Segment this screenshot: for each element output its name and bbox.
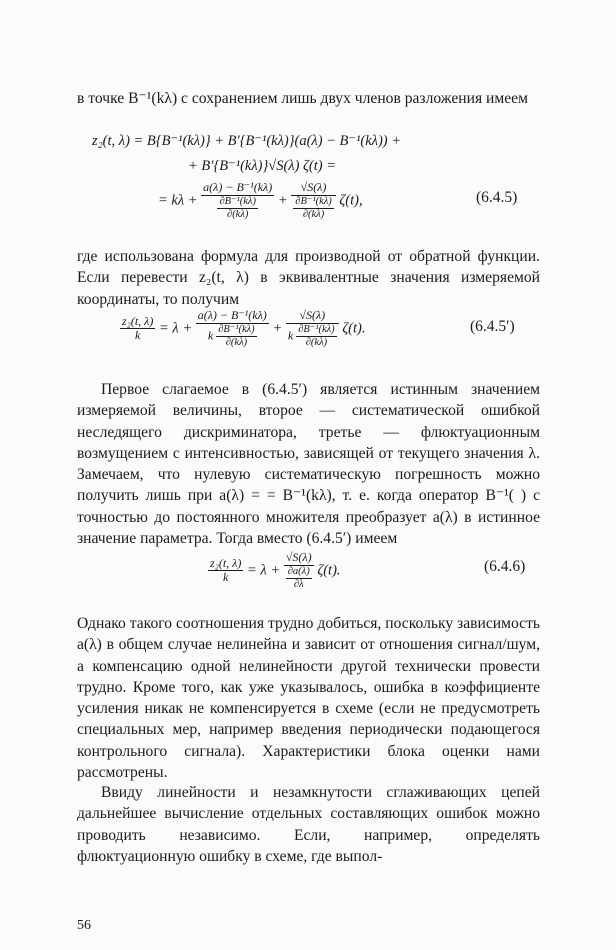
page-number: 56 bbox=[77, 918, 91, 933]
fraction-numerator: a(λ) − B⁻¹(kλ) bbox=[203, 180, 273, 194]
paragraph-derivative-note: где использована формула для производной от обратной функции. Если перевести z₂(t, λ) в эквивалентные значения измеряемой координаты, то получим bbox=[77, 248, 540, 308]
fraction-systematic bbox=[201, 181, 274, 221]
paragraph-terms-explanation: Первое слагаемое в (6.4.5′) является истинным значением измеряемой величины, второе — систематической ошибкой неследящего дискриминатора, третье — флюктуационным возмущением с интенсивностью, зависящей от текущего значения λ. Замечаем, что нулевую систематическую погрешность можно получить лишь при a(λ) = = B⁻¹(kλ), т. е. когда оператор B⁻¹( ) с точностью до постоянного множителя преобразует a(λ) в истинное значение параметра. Тогда вместо (6.4.5′) имеем bbox=[77, 381, 540, 548]
equation-lead: = kλ + bbox=[158, 192, 198, 209]
equation-number: (6.4.5) bbox=[476, 189, 518, 206]
lhs-fraction: $\frac{\text{z₂(t, λ)}}{k}$ bbox=[210, 555, 242, 585]
equation-number: (6.4.5′) bbox=[470, 318, 515, 335]
paragraph-compensation: Однако такого соотношения трудно добиться, поскольку зависимость a(λ) в общем случае нелинейна и зависит от отношения сигнал/шум, а компенсацию одной нелинейности другой технически провести трудно. Кроме того, как уже указывалось, ошибка в коэффициенте усиления никак не компенсируется в схеме (если не предусмотреть специальных мер, например введения периодически подающегося контрольного сигнала). Характеристики блока оценки нами рассмотрены. bbox=[77, 615, 540, 782]
fraction-fluctuation: $\frac{√S(\lambda)}{\frac{\partial a(\lambda)}{\partial\lambda}}$ bbox=[284, 551, 314, 591]
book-page: в точке B⁻¹(kλ) с сохранением лишь двух членов разложения имеем z₂(t, λ) = B{B⁻¹(kλ)} + B′{B⁻¹(kλ)}(a(λ) − B⁻¹(kλ)) + + B′{B⁻¹(kλ)}√S(λ) ζ(t) = = kλ + $\frac{\text{a(λ) − B⁻¹(kλ)}}{\frac{\text{∂B⁻¹(kλ)}}{\partial(k\lambda)}}$ + $\frac{√S(\lambda)}{\frac{\text{∂B⁻¹(kλ)}}{\partial(k\lambda)}}$ ζ(t), (6.4.5) где использована формула для производной от обратной функции. Если перевести z₂(t, λ) в эквивалентные значения измеряемой координаты, то получим $\frac{\text{z₂(t, λ)}}{k}$ = λ + a(λ) − B⁻¹(kλ) k $\frac{\text{∂B⁻¹(kλ)}}{\partial(k\lambda)}$ + √S(λ) k $\frac{\text{∂B⁻¹(kλ)}}{\partial(k\lambda)}$ ζ(t). (6.4.5′) Первое слагаемое в (6.4.5′) является истинным значением измеряемой величины, второе — систематической ошибкой неследящего дискриминатора, третье — флюктуационным возмущением с интенсивностью, зависящей от текущего значения λ. Замечаем, что нулевую систематическую погрешность можно получить лишь при a(λ) = = B⁻¹(kλ), т. е. когда оператор B⁻¹( ) с точностью до постоянного множителя преобразует a(λ) в истинное значение параметра. Тогда вместо (6.4.5′) имеем $\frac{\text{z₂(t, λ)}}{k}$ = λ + $\frac{√S(\lambda)}{\frac{\partial a(\lambda)}{\partial\lambda}}$ ζ(t). (6.4.6) Однако такого соотношения трудно добиться, поскольку зависимость a(λ) в общем случае нелинейна и зависит от отношения сигнал/шум, а компенсацию одной нелинейности другой технически провести трудно. Кроме того, как уже указывалось, ошибка в коэффициенте усиления никак не компенсируется в схеме (если не предусмотреть специальных мер, например введения периодически подающегося контрольного сигнала). Характеристики блока оценки нами рассмотрены. Ввиду линейности и незамкнутости сглаживающих цепей дальнейшее вычисление отдельных составляющих ошибок можно проводить независимо. Если, например, определять флюктуационную ошибку в схеме, где выпол- 56 bbox=[77, 90, 540, 933]
fraction-systematic: a(λ) − B⁻¹(kλ) k $\frac{\text{∂B⁻¹(kλ)}}{\partial(k\lambda)}$ bbox=[197, 308, 267, 348]
fraction-numerator: √S(λ) bbox=[291, 181, 336, 196]
derivative-numerator: ∂B⁻¹(kλ) bbox=[217, 196, 258, 209]
equation-number: (6.4.6) bbox=[484, 558, 526, 575]
paragraph-linearity: Ввиду линейности и незамкнутости сглаживающих цепей дальнейшее вычисление отдельных составляющих ошибок можно проводить независимо. Если, например, определять флюктуационную ошибку в схеме, где выпол- bbox=[77, 784, 540, 865]
derivative-numerator: ∂B⁻¹(kλ) bbox=[293, 196, 334, 209]
equation-tail: ζ(t), bbox=[339, 192, 363, 209]
equation-6-4-5-line-3 bbox=[158, 181, 363, 221]
fraction-fluctuation: √S(λ) k $\frac{\text{∂B⁻¹(kλ)}}{\partial(k\lambda)}$ bbox=[286, 309, 339, 349]
equation-6-4-5-line-1: z₂(t, λ) = B{B⁻¹(kλ)} + B′{B⁻¹(kλ)}(a(λ) − B⁻¹(kλ)) + bbox=[92, 133, 402, 149]
lhs-fraction: $\frac{\text{z₂(t, λ)}}{k}$ bbox=[122, 313, 154, 343]
paragraph-intro: в точке B⁻¹(kλ) с сохранением лишь двух членов разложения имеем bbox=[77, 90, 528, 107]
derivative-denominator: ∂(kλ) bbox=[227, 208, 249, 220]
fraction-fluctuation bbox=[291, 181, 336, 221]
equation-6-4-5-line-2: + B′{B⁻¹(kλ)}√S(λ) ζ(t) = bbox=[188, 158, 337, 174]
plus-sign: + bbox=[277, 192, 288, 209]
derivative-denominator: ∂(kλ) bbox=[302, 208, 325, 220]
